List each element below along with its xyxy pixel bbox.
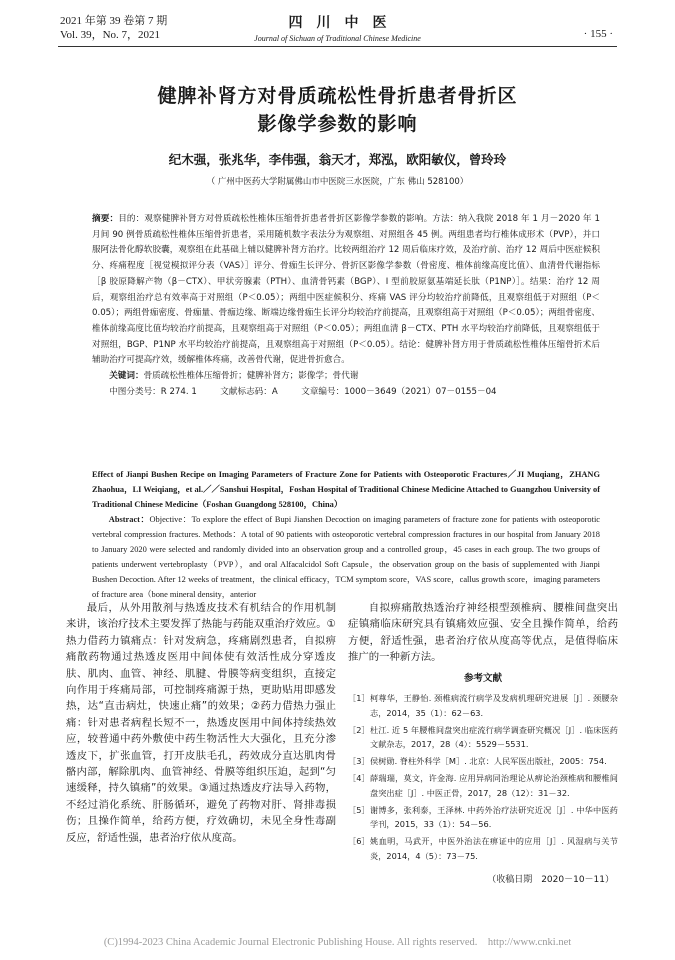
reference-number: ［2］ bbox=[348, 724, 370, 735]
abstract-cn-label: 摘要： bbox=[92, 214, 119, 224]
header-issue-cn: 2021 年第 39 卷第 7 期 bbox=[60, 15, 168, 27]
affiliation: （ 广州中医药大学附属佛山市中医院三水医院，广东 佛山 528100） bbox=[206, 177, 469, 187]
reference-text: 杜江. 近 5 年腰椎间盘突出症流行病学调查研究概况［J］. 临床医药文献杂志，2017，28（4）：5529－5531. bbox=[370, 724, 618, 750]
body-right-column bbox=[348, 600, 618, 888]
body-right-paragraph: 自拟痹痛散热透治疗神经根型颈椎病、腰椎间盘突出症镇痛临床研究具有镇痛效应强、安全且操作简单，给药方便，舒适性强，患者治疗依从度高等优点，是值得临床推广的一种新方法。 bbox=[348, 602, 618, 664]
reference-item bbox=[348, 834, 618, 864]
journal-name-cn: 四川中医 bbox=[288, 15, 401, 31]
reference-number: ［1］ bbox=[348, 693, 370, 704]
reference-item bbox=[348, 803, 618, 833]
reference-item bbox=[348, 691, 618, 721]
abstract-cn-text: 目的：观察健脾补肾方对骨质疏松性椎体压缩骨折患者骨折区影像学参数的影响。方法：纳入我院 2018 年 1 月－2020 年 1 月间 90 例骨质疏松性椎体压缩骨折患者，采用随机数字表法分为观察组、对照组各 45 例。两组患者均行椎体成形术（PVP），并口服阿法骨化醇软胶囊，观察组在此基础上辅以健脾补肾方治疗。比较两组治疗 12 周后临床疗效，及治疗前、治疗 12 周后中医症候积分、疼痛程度［视觉模拟评分表（VAS）］评分、骨痂生长评分、骨折区影像学参数（骨密度、椎体前缘高度比值）、血清骨代谢指标［β 胶原降解产物（β－CTX）、甲状旁腺素（PTH）、血清骨钙素（BGP）、I 型前胶原氨基端延长肽（P1NP）］。结果：治疗 12 周后，观察组治疗总有效率高于对照组（P＜0.05）；两组中医症候积分、疼痛 VAS 评分均较治疗前降低，且观察组低于对照组（P＜0.05）；两组骨痂密度、骨痂量、骨痂边缘、断端边缘骨痂生长评分均较治疗前提高，且观察组高于对照组（P＜0.05）；两组骨密度、椎体前缘高度比值均较治疗前提高，且观察组高于对照组（P＜0.05）；两组血清 β－CTX、PTH 水平均较治疗前降低，且观察组低于对照组，BGP、P1NP 水平均较治疗前提高，且观察组高于对照组（P＜0.05）。结论：健脾补肾方用于骨质疏松性椎体压缩骨折术后辅助治疗可提高疗效，缓解椎体疼痛，改善骨代谢，促进骨折愈合。 bbox=[92, 214, 600, 366]
abstract-en bbox=[92, 467, 600, 602]
reference-text: 侯树勋. 脊柱外科学［M］. 北京：人民军医出版社，2005：754. bbox=[370, 756, 607, 767]
english-abstract-label: Abstract： bbox=[108, 515, 150, 524]
reference-text: 谢博多，张利泰，王泽林. 中药外治疗法研究近况［J］. 中华中医药学刊，2015，33（1）：54－56. bbox=[370, 804, 618, 830]
reference-number: ［6］ bbox=[348, 836, 370, 847]
authors: 纪木强，张兆华，李伟强，翁天才，郑泓，欧阳敏仪，曾玲玲 bbox=[168, 152, 507, 167]
abstract-cn-body bbox=[92, 212, 600, 369]
references-list bbox=[348, 691, 618, 864]
article-no-value: 1000－3649（2021）07－0155－04 bbox=[344, 386, 497, 397]
journal-name-en: Journal of Sichuan of Traditional Chinese Medicine bbox=[254, 34, 421, 43]
article-no-label: 文章编号： bbox=[301, 386, 345, 397]
class-label: 中图分类号： bbox=[109, 386, 161, 397]
received-date: （收稿日期 2020－10－11） bbox=[487, 874, 614, 885]
reference-number: ［5］ bbox=[348, 804, 370, 815]
reference-item bbox=[348, 771, 618, 801]
english-abstract-text: Objective：To explore the effect of Bupi Jianshen Decoction on imaging parameters of fracture zone for patients with osteoporotic vertebral compression fractures. Methods：A total of 90 patients with osteoporotic vertebral compression fractures in our hospital from January 2018 to January 2020 were selected and randomly divided into an observation group and a controlled group，45 cases in each group. The two groups of patients underwent vertebroplasty（PVP），and oral Alfacalcidol Soft Capsule，the observation group on the basis of supplemented with Jianpi Bushen Decoction. After 12 weeks of treatment，the clinical efficacy，TCM symptom score，VAS score，callus growth score，imaging parameters of fracture area（bone mineral density，anterior bbox=[92, 515, 600, 599]
reference-item bbox=[348, 723, 618, 753]
references-title: 参考文献 bbox=[463, 672, 502, 684]
header-issue-en: Vol. 39，No. 7，2021 bbox=[60, 29, 161, 41]
reference-item bbox=[348, 754, 618, 769]
reference-text: 姚血明，马武开，中医外治法在痹证中的应用［J］. 风湿病与关节炎，2014，4（5）：73－75. bbox=[370, 836, 618, 861]
doc-label: 文献标志码： bbox=[220, 386, 272, 397]
header-journal bbox=[0, 12, 675, 43]
reference-number: ［4］ bbox=[348, 773, 370, 784]
class-value: R 274. 1 bbox=[160, 386, 197, 397]
english-abstract bbox=[92, 512, 600, 602]
copyright-footer: (C)1994-2023 China Academic Journal Electronic Publishing House. All rights reserved. http://www.cnki.net bbox=[103, 937, 572, 948]
reference-text: 薛瑞瑞，莫文，许金海. 应用异病同治理论从痹论治颈椎病和腰椎间盘突出症［J］. 中医正骨，2017，28（12）：31－32. bbox=[370, 773, 618, 798]
english-title: Effect of Jianpi Bushen Recipe on Imaging Parameters of Fracture Zone for Patients with Osteoporotic Fractures／JI Muqiang，ZHANG Zhaohua，LI Weiqiang，et al.／／Sanshui Hospital，Foshan Hospital of Traditional Chinese Medicine Attached to Guangzhou University of Traditional Chinese Medicine（Foshan Guangdong 528100，China） bbox=[92, 470, 600, 509]
reference-text: 柯尊华，王静怡. 颈椎病流行病学及发病机理研究进展［J］. 颈腰杂志，2014，35（1）：62－63. bbox=[370, 693, 618, 718]
page-number: · 155 · bbox=[583, 28, 613, 40]
doc-value: A bbox=[271, 386, 278, 397]
keywords-line bbox=[92, 369, 600, 385]
keywords-label: 关键词： bbox=[109, 371, 144, 382]
reference-number: ［3］ bbox=[348, 756, 370, 767]
title-line-1: 健脾补肾方对骨质疏松性骨折患者骨折区 bbox=[157, 85, 518, 107]
title-line-2: 影像学参数的影响 bbox=[257, 113, 418, 135]
abstract-cn bbox=[92, 212, 600, 400]
keywords-text: 骨质疏松性椎体压缩骨折；健脾补肾方；影像学；骨代谢 bbox=[143, 371, 359, 382]
article-title bbox=[0, 82, 675, 138]
body-left-column: 最后，从外用散剂与热透皮技术有机结合的作用机制来讲，该治疗技术主要发挥了热能与药能双重治疗效应。①热力借药力镇痛点：针对发病急，疼痛剧烈患者，自拟痹痛散药物通过热透皮医用中间体使有效活性成分穿透皮肤、肌肉、血管、神经、肌腱、骨膜等病变组织，直接定向作用于疼痛局部，可控制疼痛源于热，更助贴用即感发热，达“直击病灶，快速止痛”的效果；②药力借热力强止痛：针对患者病程长短不一，热透皮医用中间体持续热效应，较普通中药外敷使中药生物活性大大强化，且充分渗透皮下，扩张血管，打开皮肤毛孔，药效成分直达肌肉骨骼内部，解除肌肉、血管神经、骨膜等组织压迫，起到“匀速缓释，持久镇痛”的效果。③通过热透皮疗法导入药物，不经过消化系统、肝肠循环，避免了药物对肝、肾排毒损伤；且操作简单，给药方便，疗效确切，未见全身性毒副反应，舒适性强，患者治疗依从度高。 bbox=[66, 602, 336, 844]
header-rule bbox=[58, 46, 617, 47]
classification-line bbox=[92, 385, 600, 401]
